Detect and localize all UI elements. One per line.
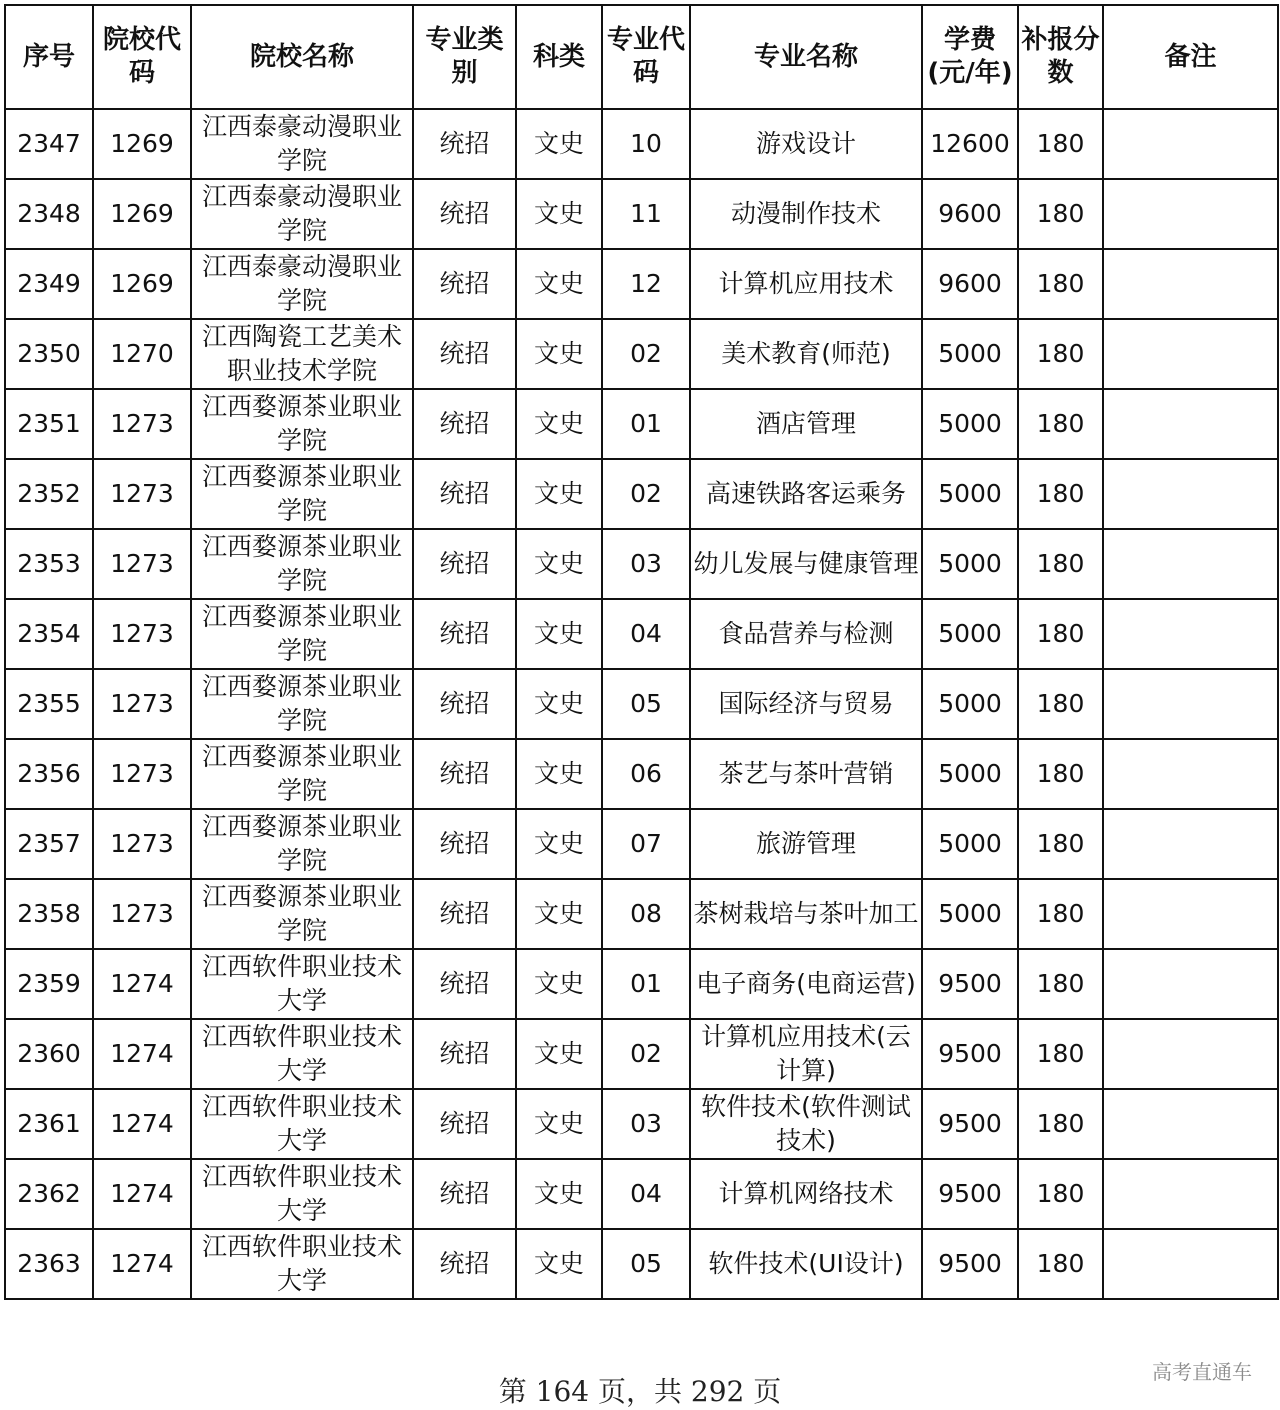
- cell-school-code: 1274: [93, 949, 191, 1019]
- cell-remark: [1103, 459, 1278, 529]
- table-row: [5, 949, 1278, 1019]
- cell-remark: [1103, 739, 1278, 809]
- cell-school-name: 江西婺源茶业职业学院: [191, 669, 413, 739]
- header-major-code: 专业代码: [602, 5, 690, 109]
- cell-major-code: 12: [602, 249, 690, 319]
- admission-table: [4, 4, 1279, 1300]
- cell-remark: [1103, 319, 1278, 389]
- cell-major-type: 统招: [413, 669, 516, 739]
- cell-remark: [1103, 599, 1278, 669]
- cell-score: 180: [1018, 879, 1103, 949]
- cell-major-name: 旅游管理: [690, 809, 922, 879]
- cell-fee: 5000: [922, 459, 1018, 529]
- header-seq: 序号: [5, 5, 93, 109]
- cell-major-name: 计算机应用技术: [690, 249, 922, 319]
- cell-seq: 2350: [5, 319, 93, 389]
- cell-score: 180: [1018, 949, 1103, 1019]
- cell-fee: 9500: [922, 1019, 1018, 1089]
- cell-seq: 2355: [5, 669, 93, 739]
- cell-major-name: 茶树栽培与茶叶加工: [690, 879, 922, 949]
- cell-major-code: 08: [602, 879, 690, 949]
- cell-seq: 2358: [5, 879, 93, 949]
- table-row: [5, 1229, 1278, 1299]
- cell-school-code: 1273: [93, 389, 191, 459]
- cell-school-code: 1274: [93, 1229, 191, 1299]
- cell-school-code: 1273: [93, 879, 191, 949]
- cell-school-name: 江西婺源茶业职业学院: [191, 529, 413, 599]
- cell-school-code: 1273: [93, 529, 191, 599]
- cell-school-code: 1273: [93, 739, 191, 809]
- cell-major-type: 统招: [413, 459, 516, 529]
- cell-subject: 文史: [516, 879, 602, 949]
- cell-school-name: 江西软件职业技术大学: [191, 1089, 413, 1159]
- cell-major-type: 统招: [413, 1089, 516, 1159]
- table-row: [5, 739, 1278, 809]
- header-remark: 备注: [1103, 5, 1278, 109]
- cell-fee: 9500: [922, 949, 1018, 1019]
- cell-subject: 文史: [516, 249, 602, 319]
- cell-score: 180: [1018, 739, 1103, 809]
- cell-major-name: 国际经济与贸易: [690, 669, 922, 739]
- cell-score: 180: [1018, 179, 1103, 249]
- cell-remark: [1103, 389, 1278, 459]
- cell-school-code: 1274: [93, 1089, 191, 1159]
- header-fee: 学费(元/年): [922, 5, 1018, 109]
- cell-seq: 2353: [5, 529, 93, 599]
- cell-fee: 9500: [922, 1159, 1018, 1229]
- cell-fee: 9500: [922, 1229, 1018, 1299]
- cell-subject: 文史: [516, 1159, 602, 1229]
- table-row: [5, 1159, 1278, 1229]
- cell-school-name: 江西陶瓷工艺美术职业技术学院: [191, 319, 413, 389]
- cell-fee: 5000: [922, 739, 1018, 809]
- cell-seq: 2351: [5, 389, 93, 459]
- cell-school-code: 1273: [93, 599, 191, 669]
- cell-major-code: 02: [602, 1019, 690, 1089]
- table-row: [5, 1089, 1278, 1159]
- table-row: [5, 529, 1278, 599]
- cell-major-name: 软件技术(软件测试技术): [690, 1089, 922, 1159]
- cell-score: 180: [1018, 809, 1103, 879]
- cell-school-name: 江西软件职业技术大学: [191, 1019, 413, 1089]
- cell-school-name: 江西婺源茶业职业学院: [191, 389, 413, 459]
- page-number-footer: 第 164 页，共 292 页: [498, 1375, 782, 1408]
- cell-major-type: 统招: [413, 319, 516, 389]
- cell-major-name: 酒店管理: [690, 389, 922, 459]
- cell-school-name: 江西泰豪动漫职业学院: [191, 109, 413, 179]
- cell-remark: [1103, 809, 1278, 879]
- cell-seq: 2359: [5, 949, 93, 1019]
- cell-major-type: 统招: [413, 529, 516, 599]
- cell-seq: 2362: [5, 1159, 93, 1229]
- cell-school-name: 江西婺源茶业职业学院: [191, 809, 413, 879]
- table-row: [5, 109, 1278, 179]
- cell-seq: 2357: [5, 809, 93, 879]
- cell-fee: 12600: [922, 109, 1018, 179]
- cell-school-name: 江西软件职业技术大学: [191, 949, 413, 1019]
- cell-score: 180: [1018, 1159, 1103, 1229]
- cell-fee: 5000: [922, 669, 1018, 739]
- header-score: 补报分数: [1018, 5, 1103, 109]
- cell-seq: 2363: [5, 1229, 93, 1299]
- table-body: [5, 109, 1278, 1299]
- cell-score: 180: [1018, 109, 1103, 179]
- cell-remark: [1103, 249, 1278, 319]
- cell-major-type: 统招: [413, 389, 516, 459]
- cell-subject: 文史: [516, 179, 602, 249]
- cell-school-code: 1273: [93, 809, 191, 879]
- cell-subject: 文史: [516, 599, 602, 669]
- cell-score: 180: [1018, 529, 1103, 599]
- cell-remark: [1103, 1089, 1278, 1159]
- cell-major-name: 游戏设计: [690, 109, 922, 179]
- cell-major-code: 03: [602, 1089, 690, 1159]
- cell-score: 180: [1018, 319, 1103, 389]
- cell-fee: 5000: [922, 879, 1018, 949]
- table-row: [5, 319, 1278, 389]
- cell-major-code: 01: [602, 389, 690, 459]
- cell-subject: 文史: [516, 459, 602, 529]
- cell-score: 180: [1018, 249, 1103, 319]
- cell-score: 180: [1018, 1089, 1103, 1159]
- cell-major-type: 统招: [413, 739, 516, 809]
- table-row: [5, 389, 1278, 459]
- cell-subject: 文史: [516, 949, 602, 1019]
- cell-major-type: 统招: [413, 249, 516, 319]
- table-row: [5, 179, 1278, 249]
- cell-major-type: 统招: [413, 1229, 516, 1299]
- table-row: [5, 879, 1278, 949]
- cell-seq: 2348: [5, 179, 93, 249]
- cell-score: 180: [1018, 1019, 1103, 1089]
- cell-score: 180: [1018, 1229, 1103, 1299]
- cell-subject: 文史: [516, 669, 602, 739]
- cell-school-code: 1274: [93, 1159, 191, 1229]
- table-row: [5, 599, 1278, 669]
- cell-subject: 文史: [516, 529, 602, 599]
- cell-major-name: 高速铁路客运乘务: [690, 459, 922, 529]
- cell-seq: 2354: [5, 599, 93, 669]
- cell-major-name: 软件技术(UI设计): [690, 1229, 922, 1299]
- cell-school-name: 江西软件职业技术大学: [191, 1159, 413, 1229]
- cell-subject: 文史: [516, 1019, 602, 1089]
- cell-school-name: 江西泰豪动漫职业学院: [191, 249, 413, 319]
- cell-major-name: 计算机网络技术: [690, 1159, 922, 1229]
- cell-remark: [1103, 1229, 1278, 1299]
- cell-remark: [1103, 1159, 1278, 1229]
- cell-major-type: 统招: [413, 1159, 516, 1229]
- watermark-text: 高考直通车: [1152, 1360, 1252, 1384]
- cell-fee: 9600: [922, 179, 1018, 249]
- table-row: [5, 809, 1278, 879]
- table-row: [5, 669, 1278, 739]
- cell-major-code: 07: [602, 809, 690, 879]
- cell-school-code: 1269: [93, 109, 191, 179]
- cell-major-name: 食品营养与检测: [690, 599, 922, 669]
- cell-school-name: 江西婺源茶业职业学院: [191, 459, 413, 529]
- table-row: [5, 1019, 1278, 1089]
- cell-major-code: 02: [602, 319, 690, 389]
- cell-fee: 5000: [922, 319, 1018, 389]
- cell-score: 180: [1018, 669, 1103, 739]
- cell-major-type: 统招: [413, 599, 516, 669]
- cell-fee: 5000: [922, 389, 1018, 459]
- cell-school-name: 江西泰豪动漫职业学院: [191, 179, 413, 249]
- cell-major-code: 05: [602, 1229, 690, 1299]
- cell-fee: 5000: [922, 809, 1018, 879]
- cell-school-code: 1269: [93, 249, 191, 319]
- cell-subject: 文史: [516, 1089, 602, 1159]
- cell-school-code: 1269: [93, 179, 191, 249]
- cell-school-code: 1274: [93, 1019, 191, 1089]
- cell-seq: 2361: [5, 1089, 93, 1159]
- cell-major-code: 11: [602, 179, 690, 249]
- cell-major-name: 电子商务(电商运营): [690, 949, 922, 1019]
- cell-school-name: 江西软件职业技术大学: [191, 1229, 413, 1299]
- cell-major-type: 统招: [413, 809, 516, 879]
- cell-subject: 文史: [516, 319, 602, 389]
- table-row: [5, 249, 1278, 319]
- cell-school-code: 1273: [93, 669, 191, 739]
- cell-school-code: 1270: [93, 319, 191, 389]
- cell-major-type: 统招: [413, 1019, 516, 1089]
- header-major-type: 专业类别: [413, 5, 516, 109]
- cell-seq: 2347: [5, 109, 93, 179]
- cell-remark: [1103, 949, 1278, 1019]
- cell-score: 180: [1018, 459, 1103, 529]
- cell-seq: 2360: [5, 1019, 93, 1089]
- cell-subject: 文史: [516, 1229, 602, 1299]
- header-school-name: 院校名称: [191, 5, 413, 109]
- cell-score: 180: [1018, 599, 1103, 669]
- cell-subject: 文史: [516, 809, 602, 879]
- header-school-code: 院校代码: [93, 5, 191, 109]
- cell-major-name: 美术教育(师范): [690, 319, 922, 389]
- cell-subject: 文史: [516, 739, 602, 809]
- table-row: [5, 459, 1278, 529]
- header-subject: 科类: [516, 5, 602, 109]
- cell-seq: 2349: [5, 249, 93, 319]
- cell-fee: 5000: [922, 529, 1018, 599]
- cell-major-type: 统招: [413, 179, 516, 249]
- cell-remark: [1103, 669, 1278, 739]
- cell-major-name: 动漫制作技术: [690, 179, 922, 249]
- cell-major-code: 05: [602, 669, 690, 739]
- cell-score: 180: [1018, 389, 1103, 459]
- cell-school-name: 江西婺源茶业职业学院: [191, 739, 413, 809]
- cell-major-code: 04: [602, 1159, 690, 1229]
- cell-remark: [1103, 109, 1278, 179]
- cell-remark: [1103, 879, 1278, 949]
- cell-remark: [1103, 179, 1278, 249]
- cell-seq: 2356: [5, 739, 93, 809]
- cell-major-name: 幼儿发展与健康管理: [690, 529, 922, 599]
- cell-major-type: 统招: [413, 949, 516, 1019]
- cell-major-code: 01: [602, 949, 690, 1019]
- cell-major-code: 03: [602, 529, 690, 599]
- cell-major-type: 统招: [413, 879, 516, 949]
- cell-major-code: 02: [602, 459, 690, 529]
- cell-subject: 文史: [516, 109, 602, 179]
- cell-major-name: 计算机应用技术(云计算): [690, 1019, 922, 1089]
- cell-major-type: 统招: [413, 109, 516, 179]
- cell-major-name: 茶艺与茶叶营销: [690, 739, 922, 809]
- cell-subject: 文史: [516, 389, 602, 459]
- cell-school-name: 江西婺源茶业职业学院: [191, 879, 413, 949]
- cell-remark: [1103, 529, 1278, 599]
- cell-major-code: 04: [602, 599, 690, 669]
- cell-fee: 9600: [922, 249, 1018, 319]
- cell-school-name: 江西婺源茶业职业学院: [191, 599, 413, 669]
- cell-remark: [1103, 1019, 1278, 1089]
- table-header-row: [5, 5, 1278, 109]
- cell-major-code: 10: [602, 109, 690, 179]
- cell-fee: 5000: [922, 599, 1018, 669]
- cell-major-code: 06: [602, 739, 690, 809]
- cell-seq: 2352: [5, 459, 93, 529]
- cell-school-code: 1273: [93, 459, 191, 529]
- cell-fee: 9500: [922, 1089, 1018, 1159]
- header-major-name: 专业名称: [690, 5, 922, 109]
